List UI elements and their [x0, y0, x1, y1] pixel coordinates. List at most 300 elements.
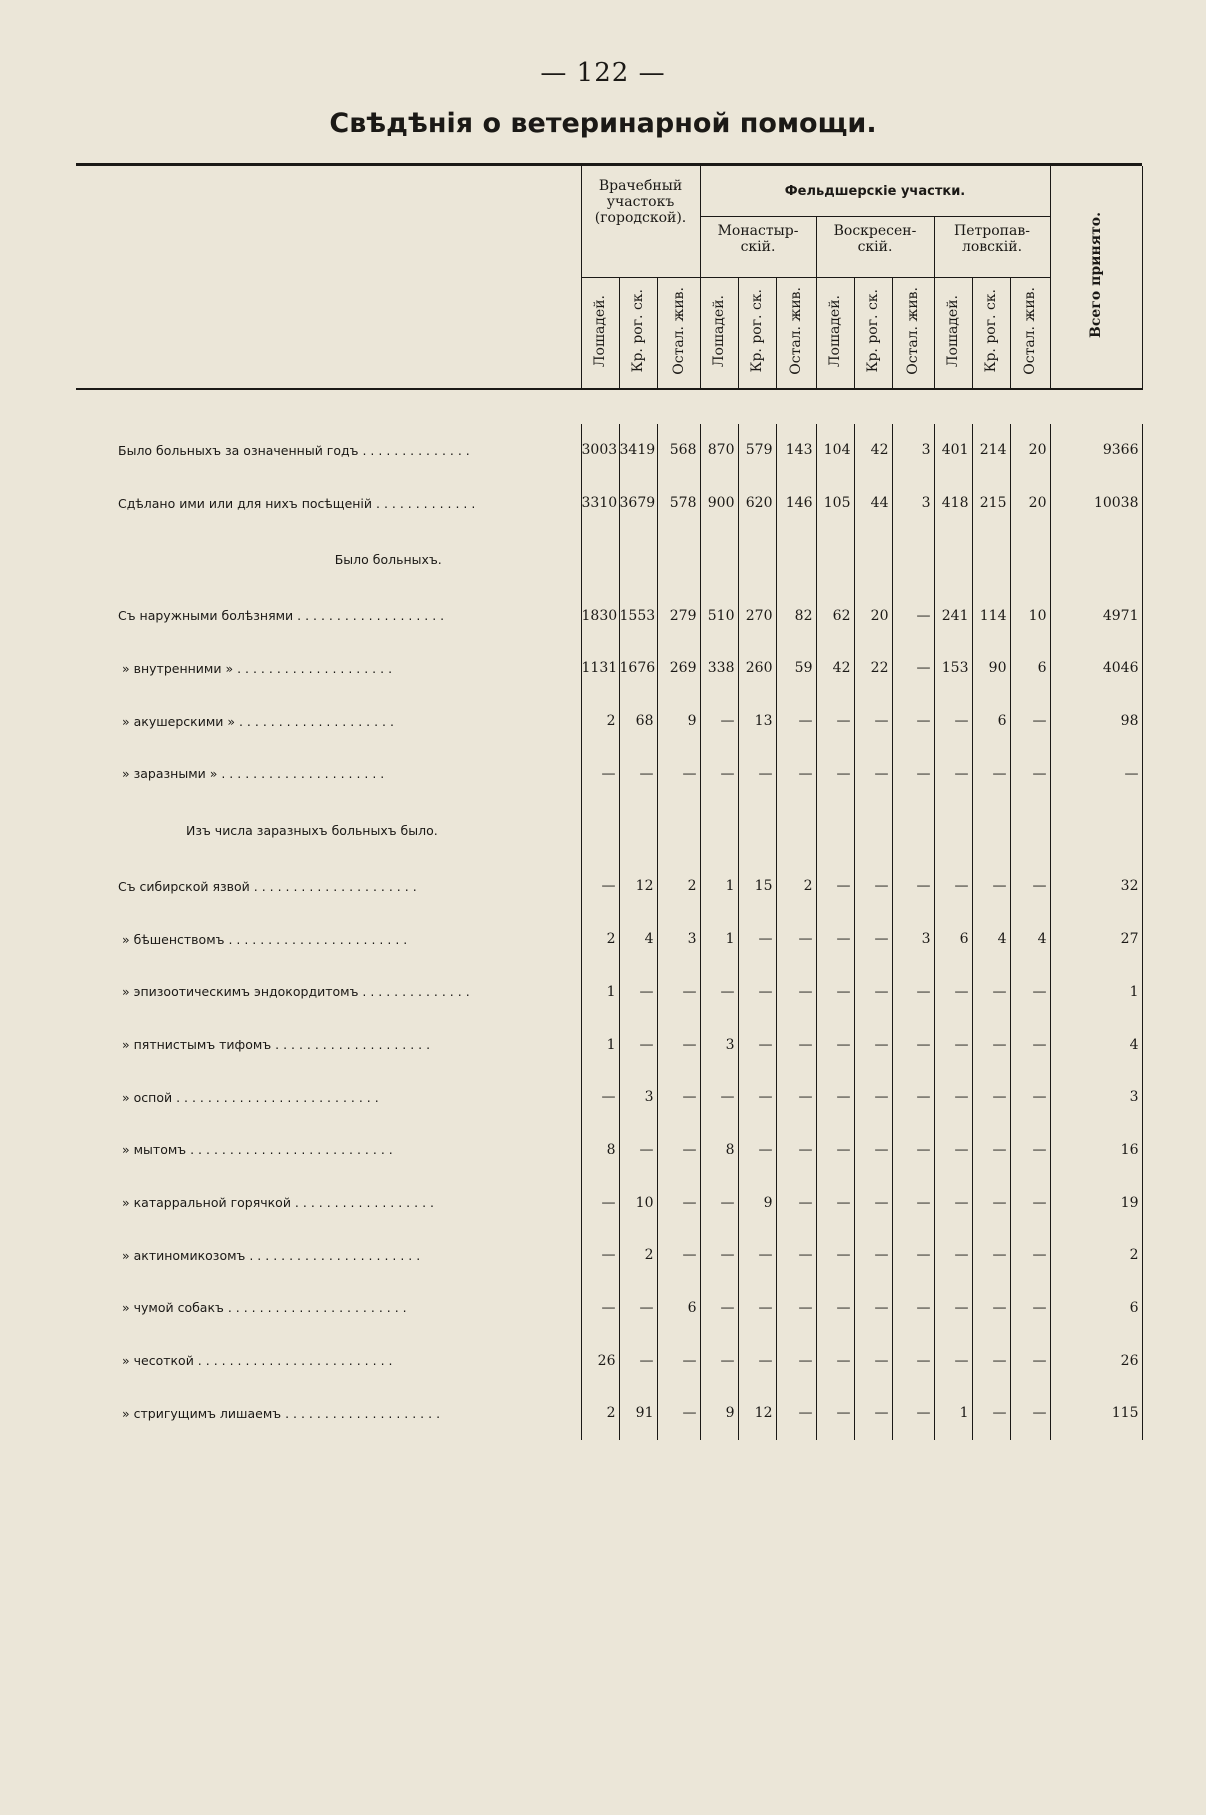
- value-cell: —: [738, 1282, 776, 1335]
- col-header-vrach-other-animals: [657, 278, 700, 390]
- value-cell: [816, 529, 854, 589]
- leader-dots: . . . . . . . . . . . . . .: [358, 442, 470, 458]
- value-cell: 1: [934, 1387, 972, 1440]
- value-cell: —: [619, 1124, 657, 1177]
- value-cell: 2: [657, 860, 700, 913]
- value-cell: —: [934, 747, 972, 800]
- value-cell: 279: [657, 589, 700, 642]
- row-label: [76, 529, 581, 589]
- value-cell: —: [892, 642, 934, 695]
- value-cell: —: [854, 1176, 892, 1229]
- value-cell: —: [619, 1282, 657, 1335]
- value-cell: —: [1010, 1229, 1050, 1282]
- value-cell: —: [972, 1071, 1010, 1124]
- leader-dots: . . . . . . . . . . . . . . . . . . . .: [271, 1037, 431, 1053]
- row-label-text: » заразными »: [122, 766, 218, 782]
- value-cell: [700, 800, 738, 860]
- col-header-label: Остал. жив.: [670, 287, 687, 375]
- value-cell: [972, 800, 1010, 860]
- value-cell: 4: [1010, 913, 1050, 966]
- value-cell: —: [738, 1334, 776, 1387]
- veterinary-table: [76, 163, 1142, 1815]
- value-cell: —: [854, 1334, 892, 1387]
- value-cell: —: [854, 695, 892, 748]
- table-row: [76, 642, 1142, 695]
- leader-dots: . . . . . . . . . . . . . . . . . . . . .: [217, 766, 385, 782]
- value-cell: [738, 529, 776, 589]
- value-cell: —: [700, 747, 738, 800]
- group-feldsher-header: Фельдшерскіе участки.: [700, 166, 1050, 217]
- value-cell: 578: [657, 477, 700, 530]
- value-cell: [738, 800, 776, 860]
- row-label-text: » пятнистымъ тифомъ: [122, 1037, 272, 1053]
- total-cell: 98: [1050, 695, 1142, 748]
- value-cell: —: [619, 1018, 657, 1071]
- value-cell: 3310: [581, 477, 619, 530]
- value-cell: —: [892, 747, 934, 800]
- value-cell: —: [1010, 1124, 1050, 1177]
- col-header-voskres-horses: [816, 278, 854, 390]
- value-cell: 3: [619, 1071, 657, 1124]
- total-cell: [1050, 800, 1142, 860]
- value-cell: —: [581, 1176, 619, 1229]
- value-cell: —: [700, 1071, 738, 1124]
- total-cell: 2: [1050, 1229, 1142, 1282]
- row-label: [76, 1071, 581, 1124]
- label-column-header: [76, 166, 581, 389]
- col-header-label: Кр. рог. ск.: [630, 289, 646, 373]
- table-row: [76, 1334, 1142, 1387]
- value-cell: —: [892, 1071, 934, 1124]
- value-cell: —: [816, 913, 854, 966]
- value-cell: —: [854, 1282, 892, 1335]
- value-cell: —: [816, 747, 854, 800]
- col-header-label: Остал. жив.: [905, 287, 921, 375]
- value-cell: —: [892, 589, 934, 642]
- value-cell: —: [776, 1124, 816, 1177]
- value-cell: 215: [972, 477, 1010, 530]
- row-label-text: Съ наружными болѣзнями: [118, 608, 294, 624]
- value-cell: [619, 800, 657, 860]
- value-cell: 3: [892, 424, 934, 477]
- value-cell: —: [892, 1124, 934, 1177]
- total-header: [1050, 166, 1142, 389]
- row-label: [76, 1018, 581, 1071]
- page-number: — 122 —: [540, 58, 666, 88]
- value-cell: —: [892, 695, 934, 748]
- value-cell: 91: [619, 1387, 657, 1440]
- value-cell: 9: [700, 1387, 738, 1440]
- table-row: [76, 1176, 1142, 1229]
- value-cell: —: [972, 860, 1010, 913]
- value-cell: —: [1010, 1387, 1050, 1440]
- row-label: [76, 589, 581, 642]
- value-cell: —: [972, 1282, 1010, 1335]
- value-cell: —: [854, 747, 892, 800]
- value-cell: 6: [972, 695, 1010, 748]
- value-cell: —: [892, 1018, 934, 1071]
- value-cell: —: [700, 695, 738, 748]
- leader-dots: . . . . . . . . . . . . . . . . . . . .: [281, 1405, 441, 1421]
- value-cell: —: [1010, 1071, 1050, 1124]
- value-cell: 241: [934, 589, 972, 642]
- value-cell: —: [700, 1334, 738, 1387]
- value-cell: —: [892, 1229, 934, 1282]
- value-cell: —: [816, 1229, 854, 1282]
- value-cell: [619, 529, 657, 589]
- value-cell: —: [700, 1282, 738, 1335]
- value-cell: [892, 800, 934, 860]
- col-header-label: Лошадей.: [711, 294, 727, 368]
- table-row: [76, 966, 1142, 1019]
- value-cell: 104: [816, 424, 854, 477]
- value-cell: —: [776, 1176, 816, 1229]
- value-cell: 269: [657, 642, 700, 695]
- value-cell: 62: [816, 589, 854, 642]
- value-cell: 579: [738, 424, 776, 477]
- leader-dots: . . . . . . . . . . . . . . . . . . . . .: [249, 878, 417, 894]
- value-cell: 59: [776, 642, 816, 695]
- value-cell: —: [854, 913, 892, 966]
- leader-dots: . . . . . . . . . . . . .: [372, 495, 476, 511]
- value-cell: 3003: [581, 424, 619, 477]
- table-row: [76, 529, 1142, 589]
- value-cell: —: [1010, 695, 1050, 748]
- row-label-text: Изъ числа заразныхъ больныхъ было.: [186, 822, 438, 838]
- table-row: [76, 1229, 1142, 1282]
- value-cell: —: [776, 913, 816, 966]
- value-cell: —: [972, 1387, 1010, 1440]
- value-cell: —: [972, 1176, 1010, 1229]
- value-cell: —: [738, 1071, 776, 1124]
- sub-monast-header: Монастыр-скій.: [700, 217, 816, 278]
- value-cell: —: [657, 747, 700, 800]
- value-cell: 1131: [581, 642, 619, 695]
- col-header-label: Остал. жив.: [788, 287, 804, 375]
- table-row: [76, 800, 1142, 860]
- col-header-petrop-cattle: [972, 278, 1010, 390]
- leader-dots: . . . . . . . . . . . . . . . . . . .: [293, 608, 445, 624]
- total-cell: —: [1050, 747, 1142, 800]
- leader-dots: . . . . . . . . . . . . . . . . . . . .: [233, 660, 393, 676]
- row-label: [76, 966, 581, 1019]
- value-cell: 900: [700, 477, 738, 530]
- value-cell: 568: [657, 424, 700, 477]
- value-cell: 3: [700, 1018, 738, 1071]
- table-row: [76, 589, 1142, 642]
- value-cell: 418: [934, 477, 972, 530]
- value-cell: 9: [738, 1176, 776, 1229]
- row-label-text: » чумой собакъ: [122, 1300, 224, 1316]
- table-row: [76, 1387, 1142, 1440]
- value-cell: 2: [581, 913, 619, 966]
- row-label: [76, 1387, 581, 1440]
- value-cell: 510: [700, 589, 738, 642]
- value-cell: [776, 800, 816, 860]
- value-cell: —: [1010, 1176, 1050, 1229]
- value-cell: —: [776, 695, 816, 748]
- value-cell: 620: [738, 477, 776, 530]
- value-cell: —: [738, 747, 776, 800]
- value-cell: 44: [854, 477, 892, 530]
- value-cell: 114: [972, 589, 1010, 642]
- value-cell: —: [816, 695, 854, 748]
- row-label: [76, 1124, 581, 1177]
- value-cell: 270: [738, 589, 776, 642]
- value-cell: 22: [854, 642, 892, 695]
- value-cell: —: [854, 1071, 892, 1124]
- table-row: [76, 424, 1142, 477]
- value-cell: —: [972, 1018, 1010, 1071]
- row-label: [76, 747, 581, 800]
- value-cell: 1830: [581, 589, 619, 642]
- value-cell: —: [657, 1334, 700, 1387]
- row-label: [76, 1334, 581, 1387]
- value-cell: —: [816, 966, 854, 1019]
- value-cell: —: [581, 1229, 619, 1282]
- col-header-label: Кр. рог. ск.: [865, 289, 881, 373]
- row-label: [76, 1229, 581, 1282]
- table-row: [76, 747, 1142, 800]
- sub-petrop-header: Петропав-ловскій.: [934, 217, 1050, 278]
- value-cell: —: [816, 1176, 854, 1229]
- value-cell: —: [776, 1282, 816, 1335]
- value-cell: —: [892, 860, 934, 913]
- value-cell: —: [934, 966, 972, 1019]
- value-cell: 3: [892, 477, 934, 530]
- value-cell: 2: [619, 1229, 657, 1282]
- value-cell: —: [854, 1229, 892, 1282]
- value-cell: —: [657, 1229, 700, 1282]
- value-cell: —: [1010, 1018, 1050, 1071]
- value-cell: [1010, 529, 1050, 589]
- total-cell: 19: [1050, 1176, 1142, 1229]
- row-label-text: Было больныхъ за означенный годъ: [118, 442, 359, 458]
- value-cell: [934, 529, 972, 589]
- col-header-label: Кр. рог. ск.: [983, 289, 999, 373]
- value-cell: 10: [1010, 589, 1050, 642]
- total-cell: 115: [1050, 1387, 1142, 1440]
- value-cell: —: [738, 1229, 776, 1282]
- value-cell: —: [738, 1124, 776, 1177]
- col-header-voskres-other-animals: [892, 278, 934, 390]
- value-cell: [934, 800, 972, 860]
- leader-dots: . . . . . . . . . . . . . . . . . . . . . .: [245, 1247, 421, 1263]
- value-cell: 4: [972, 913, 1010, 966]
- row-label-text: » эпизоотическимъ эндокордитомъ: [122, 984, 359, 1000]
- leader-dots: . . . . . . . . . . . . . . . . . . . . . . . . . .: [186, 1142, 393, 1158]
- table-row: [76, 1018, 1142, 1071]
- col-header-label: Кр. рог. ск.: [749, 289, 765, 373]
- value-cell: 2: [581, 1387, 619, 1440]
- col-header-monast-cattle: [738, 278, 776, 390]
- value-cell: [854, 800, 892, 860]
- value-cell: —: [1010, 1282, 1050, 1335]
- table-row: [76, 1282, 1142, 1335]
- total-cell: 1: [1050, 966, 1142, 1019]
- total-cell: 4971: [1050, 589, 1142, 642]
- leader-dots: . . . . . . . . . . . . . . . . . . . . . . . . .: [193, 1353, 393, 1369]
- total-cell: 10038: [1050, 477, 1142, 530]
- value-cell: 13: [738, 695, 776, 748]
- value-cell: —: [657, 1018, 700, 1071]
- row-label-text: » актиномикозомъ: [122, 1247, 246, 1263]
- value-cell: 12: [619, 860, 657, 913]
- value-cell: 105: [816, 477, 854, 530]
- value-cell: —: [972, 966, 1010, 1019]
- value-cell: —: [892, 1387, 934, 1440]
- row-label: [76, 695, 581, 748]
- total-cell: 16: [1050, 1124, 1142, 1177]
- value-cell: —: [934, 695, 972, 748]
- table-row: [76, 477, 1142, 530]
- value-cell: —: [738, 1018, 776, 1071]
- value-cell: —: [892, 1282, 934, 1335]
- value-cell: 26: [581, 1334, 619, 1387]
- value-cell: 1676: [619, 642, 657, 695]
- value-cell: —: [581, 747, 619, 800]
- value-cell: 6: [1010, 642, 1050, 695]
- value-cell: —: [934, 1176, 972, 1229]
- value-cell: —: [700, 1176, 738, 1229]
- value-cell: [581, 800, 619, 860]
- total-cell: 6: [1050, 1282, 1142, 1335]
- value-cell: —: [1010, 966, 1050, 1019]
- row-label: [76, 913, 581, 966]
- value-cell: 8: [700, 1124, 738, 1177]
- value-cell: —: [934, 1018, 972, 1071]
- total-header-label: Всего принято.: [1088, 212, 1104, 338]
- value-cell: [816, 800, 854, 860]
- value-cell: —: [934, 1334, 972, 1387]
- value-cell: 10: [619, 1176, 657, 1229]
- value-cell: —: [776, 1229, 816, 1282]
- value-cell: —: [776, 1071, 816, 1124]
- row-label-text: » оспой: [122, 1089, 173, 1105]
- value-cell: —: [934, 1229, 972, 1282]
- row-label-text: Сдѣлано ими или для нихъ посѣщеній: [118, 495, 373, 511]
- value-cell: 68: [619, 695, 657, 748]
- total-cell: 9366: [1050, 424, 1142, 477]
- value-cell: —: [854, 1018, 892, 1071]
- group-vrach-header: Врачебный участокъ (городской).: [581, 166, 700, 278]
- value-cell: —: [1010, 860, 1050, 913]
- value-cell: —: [700, 1229, 738, 1282]
- value-cell: —: [816, 1018, 854, 1071]
- value-cell: [581, 529, 619, 589]
- value-cell: —: [776, 1387, 816, 1440]
- leader-dots: . . . . . . . . . . . . . . . . . . . . . . .: [224, 931, 408, 947]
- row-label-text: » катарральной горячкой: [122, 1195, 291, 1211]
- row-label: [76, 1176, 581, 1229]
- value-cell: —: [854, 1124, 892, 1177]
- value-cell: —: [738, 966, 776, 1019]
- value-cell: —: [581, 860, 619, 913]
- sub-voskres-header: Воскресен-скій.: [816, 217, 934, 278]
- value-cell: 1: [581, 1018, 619, 1071]
- value-cell: —: [816, 1387, 854, 1440]
- value-cell: 153: [934, 642, 972, 695]
- value-cell: —: [619, 1334, 657, 1387]
- col-header-monast-other-animals: [776, 278, 816, 390]
- value-cell: 2: [581, 695, 619, 748]
- value-cell: 6: [657, 1282, 700, 1335]
- leader-dots: . . . . . . . . . . . . . .: [358, 984, 470, 1000]
- row-label: [76, 477, 581, 530]
- value-cell: 90: [972, 642, 1010, 695]
- value-cell: 1: [700, 860, 738, 913]
- leader-dots: . . . . . . . . . . . . . . . . . . . . . . . . . .: [172, 1089, 379, 1105]
- value-cell: —: [816, 1124, 854, 1177]
- value-cell: 1: [581, 966, 619, 1019]
- col-header-label: Лошадей.: [592, 294, 608, 368]
- value-cell: —: [657, 966, 700, 1019]
- value-cell: —: [738, 913, 776, 966]
- value-cell: [1010, 800, 1050, 860]
- value-cell: —: [854, 966, 892, 1019]
- table-row: [76, 1071, 1142, 1124]
- value-cell: 214: [972, 424, 1010, 477]
- value-cell: 338: [700, 642, 738, 695]
- value-cell: —: [619, 966, 657, 1019]
- value-cell: 401: [934, 424, 972, 477]
- total-cell: 3: [1050, 1071, 1142, 1124]
- value-cell: 20: [1010, 424, 1050, 477]
- value-cell: —: [657, 1176, 700, 1229]
- value-cell: 3679: [619, 477, 657, 530]
- value-cell: —: [657, 1124, 700, 1177]
- row-label-text: » чесоткой: [122, 1353, 194, 1369]
- row-label-text: » акушерскими »: [122, 713, 236, 729]
- row-label: [76, 424, 581, 477]
- value-cell: 2: [776, 860, 816, 913]
- value-cell: —: [934, 860, 972, 913]
- value-cell: —: [972, 1334, 1010, 1387]
- value-cell: —: [657, 1387, 700, 1440]
- value-cell: 8: [581, 1124, 619, 1177]
- total-cell: 4: [1050, 1018, 1142, 1071]
- value-cell: 4: [619, 913, 657, 966]
- value-cell: —: [972, 1124, 1010, 1177]
- value-cell: —: [619, 747, 657, 800]
- row-label: [76, 860, 581, 913]
- value-cell: —: [1010, 747, 1050, 800]
- value-cell: [776, 529, 816, 589]
- value-cell: —: [816, 1282, 854, 1335]
- value-cell: —: [854, 860, 892, 913]
- leader-dots: . . . . . . . . . . . . . . . . . .: [290, 1195, 434, 1211]
- page-title: Свѣдѣнія о ветеринарной помощи.: [329, 108, 877, 139]
- row-label-text: » внутренними »: [122, 660, 234, 676]
- total-cell: 26: [1050, 1334, 1142, 1387]
- value-cell: 20: [854, 589, 892, 642]
- row-label-text: » мытомъ: [122, 1142, 187, 1158]
- value-cell: —: [934, 1071, 972, 1124]
- value-cell: —: [816, 860, 854, 913]
- value-cell: —: [581, 1282, 619, 1335]
- value-cell: —: [892, 1334, 934, 1387]
- value-cell: 15: [738, 860, 776, 913]
- value-cell: —: [1010, 1334, 1050, 1387]
- value-cell: —: [776, 1334, 816, 1387]
- value-cell: 12: [738, 1387, 776, 1440]
- col-header-petrop-other-animals: [1010, 278, 1050, 390]
- total-cell: 4046: [1050, 642, 1142, 695]
- value-cell: 20: [1010, 477, 1050, 530]
- value-cell: —: [657, 1071, 700, 1124]
- value-cell: [972, 529, 1010, 589]
- value-cell: 143: [776, 424, 816, 477]
